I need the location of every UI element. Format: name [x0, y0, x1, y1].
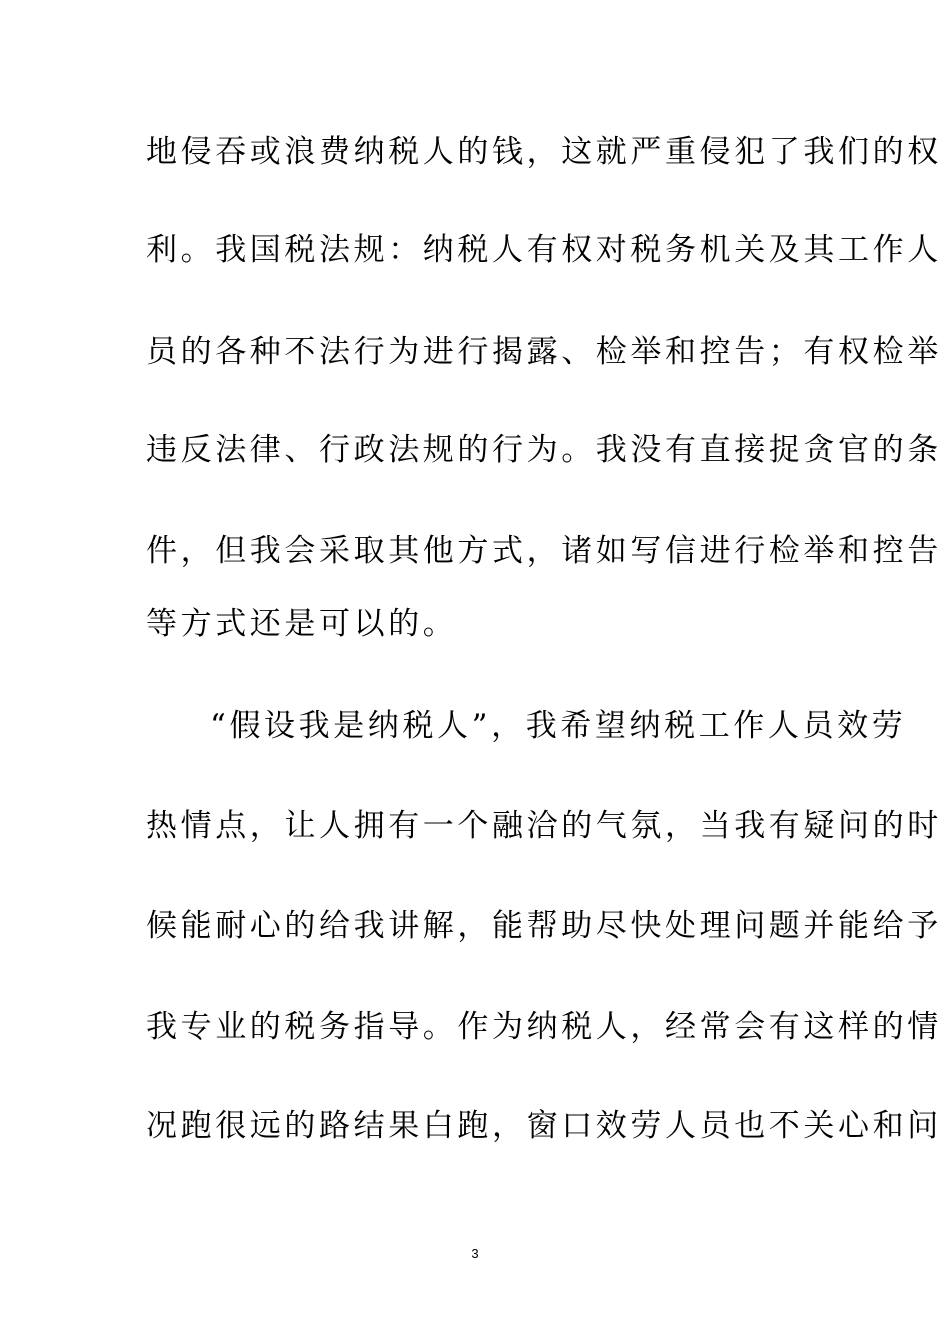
- text-line-5: 件，但我会采取其他方式，诸如写信进行检举和控告: [146, 533, 942, 569]
- page-number: 3: [471, 1246, 479, 1261]
- text-line-10: 我专业的税务指导。作为纳税人，经常会有这样的情: [146, 1009, 942, 1045]
- text-line-4: 违反法律、行政法规的行为。我没有直接捉贪官的条: [146, 432, 942, 468]
- text-line-6: 等方式还是可以的。: [146, 606, 458, 642]
- text-line-8: 热情点，让人拥有一个融洽的气氛，当我有疑问的时: [146, 808, 942, 844]
- text-line-2: 利。我国税法规：纳税人有权对税务机关及其工作人: [146, 232, 942, 268]
- paragraph-start-line: “假设我是纳税人”，我希望纳税工作人员效劳: [210, 708, 907, 744]
- text-line-9: 候能耐心的给我讲解，能帮助尽快处理问题并能给予: [146, 908, 942, 944]
- text-line-1: 地侵吞或浪费纳税人的钱，这就严重侵犯了我们的权: [146, 134, 942, 170]
- text-line-3: 员的各种不法行为进行揭露、检举和控告；有权检举: [146, 334, 942, 370]
- text-line-11: 况跑很远的路结果白跑，窗口效劳人员也不关心和问: [146, 1108, 942, 1144]
